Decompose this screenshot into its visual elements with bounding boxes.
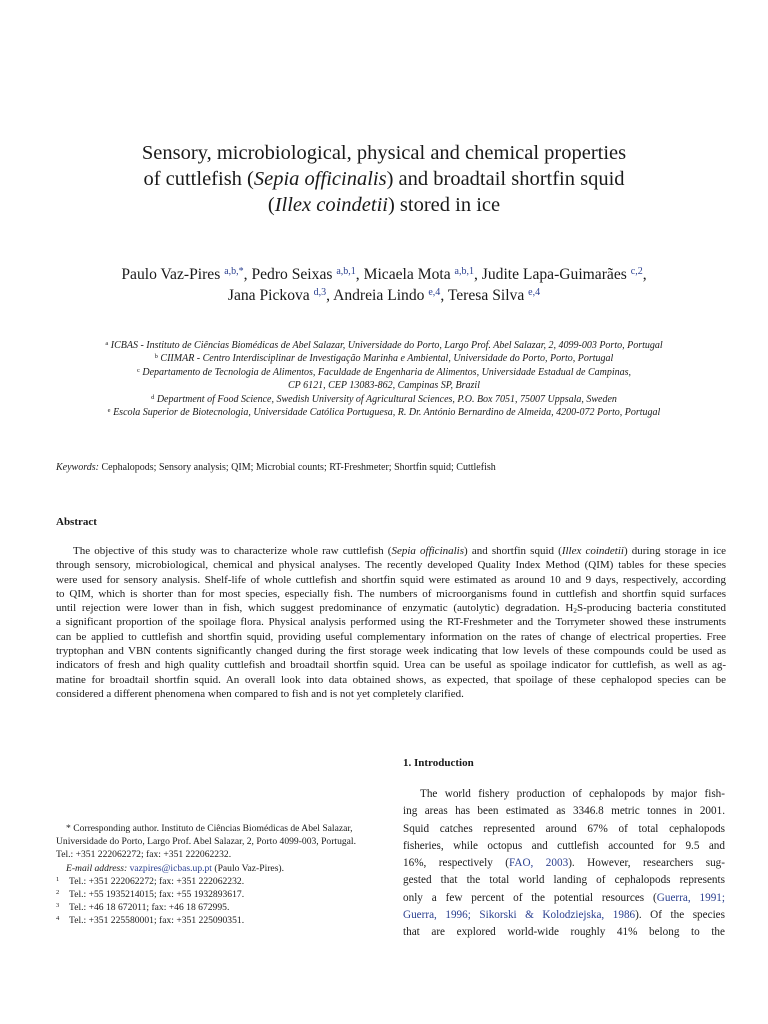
email-label: E-mail address: — [66, 862, 128, 874]
footnote-number: 2 — [56, 889, 60, 897]
keywords-text: Cephalopods; Sensory analysis; QIM; Microbial counts; RT-Freshmeter; Shortfin squid; Cuttlefish — [101, 462, 496, 473]
affiliation-mark: a — [105, 340, 109, 347]
affiliation-item — [54, 379, 714, 392]
title-line: Sensory, microbiological, physical and chemical properties — [141, 142, 627, 164]
author-affiliation-link[interactable]: a,b,1 — [454, 266, 474, 277]
affiliation-mark: e — [107, 407, 111, 415]
subscript: 2 — [573, 606, 578, 616]
species-name: Illex coindetii — [561, 545, 624, 557]
affiliation-item — [54, 406, 714, 419]
body-line: gested that the total world landing of cephalopods represents — [403, 874, 725, 887]
footnote-item: $^3$ Tel.: +46 18 672011; fax: +46 18 672995. — [56, 902, 230, 914]
abstract-line: were used for sensory analysis. Shelf-life of whole cuttlefish and shortfin squid were estimated as around 10 and 9 days, respectively, according — [56, 573, 726, 586]
author-affiliation-link[interactable]: c,2 — [630, 266, 643, 277]
corresponding-author-note: Universidade do Porto, Largo Prof. Abel Salazar, 2, Porto 4099-003, Portugal. — [56, 836, 356, 848]
abstract-line: matine for broadtail shortfin squid. An overall look into data obtained shows, as expected, that spoilage of these cephalopod species can be — [56, 673, 726, 686]
body-line: The world fishery production of cephalopods by major fish- — [420, 788, 725, 800]
abstract-heading: Abstract — [56, 516, 97, 528]
affiliation-mark: d — [151, 393, 155, 401]
footnote-number: 3 — [56, 902, 60, 910]
introduction-body — [403, 786, 725, 942]
footnote-item: $^1$ Tel.: +351 222062272; fax: +351 222062232. — [56, 875, 245, 887]
species-name: Sepia officinalis — [391, 545, 465, 557]
affiliation-item — [54, 393, 714, 406]
author-affiliation-link[interactable]: d,3 — [313, 287, 327, 298]
affiliation-text: Departamento de Tecnologia de Alimentos, Faculdade de Engenharia de Alimentos, Universidade Estadual de Campinas, — [142, 366, 632, 378]
species-name: Illex coindetii — [274, 194, 388, 216]
author-name: Andreia Lindo — [333, 287, 425, 304]
footnote-number: 1 — [56, 875, 60, 883]
title-text: ) and broadtail shortfin squid — [386, 168, 625, 190]
keywords-label: Keywords: — [56, 462, 99, 473]
abstract-line: through sensory, microbiological, chemical and physical analyses. The recently developed Quality Index Method (QIM) tables for these species — [56, 559, 726, 572]
affiliation-mark: b — [154, 353, 158, 361]
corresponding-author-note: * Corresponding author. Instituto de Ciências Biomédicas de Abel Salazar, — [66, 823, 353, 834]
author-list: Paulo Vaz-Pires $^{a,b,*}$, Pedro Seixas $^{a,b,1}$, Micaela Mota $^{a,b,1}$, Judite Lapa-Guimarães $^{c,2}$, Jana Pickova $^{d,3}$, Andreia Lindo $^{e,4}$, Teresa Silva $^{e,4}$ — [121, 266, 647, 304]
affiliation-text: ICBAS - Instituto de Ciências Biomédicas de Abel Salazar, Universidade do Porto, Largo Prof. Abel Salazar, 2, 4099-003 Porto, Portugal — [110, 340, 663, 351]
corresponding-author-note: Tel.: +351 222062272; fax: +351 222062232. — [56, 849, 232, 861]
body-line: Guerra, 1996; Sikorski & Kolodziejska, 1986). Of the species — [403, 909, 725, 922]
affiliation-item — [54, 339, 714, 352]
author-name: Micaela Mota — [363, 266, 451, 283]
footnote-item: $^4$ Tel.: +351 225580001; fax: +351 225090351. — [56, 915, 245, 927]
keywords — [56, 462, 496, 473]
affiliation-text: Department of Food Science, Swedish University of Agricultural Sciences, P.O. Box 7051, 75007 Uppsala, Sweden — [156, 393, 617, 405]
affiliation-list — [54, 339, 714, 419]
citation-link[interactable]: Guerra, 1991; — [656, 891, 725, 904]
body-line: that are explored world-wide roughly 41% belong to the — [403, 926, 725, 939]
affiliation-item — [54, 366, 714, 379]
body-line: fisheries, while octopus and cuttlefish accounted for 9.5 and — [403, 839, 725, 852]
body-line: only a few percent of the potential resources (Guerra, 1991; — [403, 891, 725, 904]
affiliation-mark: c — [136, 366, 140, 374]
author-affiliation-link[interactable]: e,4 — [428, 287, 441, 298]
body-line: ing areas has been estimated as 3346.8 metric tonnes in 2001. — [403, 805, 725, 818]
abstract-line: The objective of this study was to characterize whole raw cuttlefish (Sepia officinalis) and shortfin squid (Illex coindetii) during storage in ice — [73, 545, 726, 557]
author-name: Jana Pickova — [227, 287, 310, 304]
footnote-item: $^2$ Tel.: +55 1935214015; fax: +55 1932893617. — [56, 889, 245, 901]
title-text: ( — [267, 194, 275, 216]
body-line: Squid catches represented around 67% of total cephalopods — [403, 822, 725, 835]
footnote-number: 4 — [56, 915, 60, 923]
title-text: ) stored in ice — [387, 194, 501, 216]
author-name: Judite Lapa-Guimarães — [481, 266, 627, 283]
abstract-line: to QIM, which is shorter than for most species, especially fish. The numbers of microorganisms found in cuttlefish and shortfin squid surfaces — [56, 587, 726, 600]
footnotes — [56, 822, 386, 928]
affiliation-text: Escola Superior de Biotecnologia, Universidade Católica Portuguesa, R. Dr. António Bernardino de Almeida, 4200-072 Porto, Portugal — [113, 407, 661, 419]
abstract-line: tryptophan and VBN contents significantly changed during the first storage week indicating that low levels of these compounds could be used as — [56, 645, 726, 658]
abstract-line: can be applied to cuttlefish and shortfin squid, providing useful complementary information on the rates of change of electrical properties. Free — [56, 630, 726, 643]
abstract-line: a significant proportion of the spoilage flora. Physical analysis performed using the RT-Freshmeter and the Torrymeter showed these instruments — [56, 616, 726, 629]
email-note: E-mail address: vazpires@icbas.up.pt (Paulo Vaz-Pires). — [66, 862, 285, 874]
author-name: Paulo Vaz-Pires — [121, 266, 221, 283]
body-line: 16%, respectively (FAO, 2003). However, researchers sug- — [403, 857, 726, 870]
abstract-line: until rejection were lower than in fish, which suggest predominance of enzymatic (autolytic) degradation. $H_2S$-producing bacteria constituted — [56, 602, 726, 616]
citation-link[interactable]: Guerra, 1996; Sikorski & Kolodziejska, 1986 — [403, 909, 636, 922]
citation-link[interactable]: FAO, 2003 — [509, 857, 569, 870]
email-link[interactable]: vazpires@icbas.up.pt — [129, 862, 212, 874]
author-affiliation-link[interactable]: a,b,1 — [336, 266, 356, 277]
affiliation-text: CIIMAR - Centro Interdisciplinar de Investigação Marinha e Ambiental, Universidade do Porto, Porto, Portugal — [160, 353, 614, 365]
author-affiliation-link[interactable]: e,4 — [528, 287, 541, 298]
author-name: Teresa Silva — [447, 287, 525, 304]
introduction-heading: 1. Introduction — [403, 757, 474, 769]
author-affiliation-link[interactable]: a,b,* — [224, 266, 244, 277]
affiliation-text: CP 6121, CEP 13083-862, Campinas SP, Brazil — [288, 380, 480, 392]
abstract-body — [56, 544, 726, 701]
paper-title — [54, 140, 714, 218]
affiliation-item — [54, 352, 714, 365]
species-name: Sepia officinalis — [253, 168, 387, 190]
title-text: of cuttlefish ( — [143, 168, 254, 190]
abstract-line: considered a different phenomena when compared to fish and is not yet completely clarified. — [56, 687, 464, 700]
author-name: Pedro Seixas — [251, 266, 333, 283]
abstract-line: indicators of fresh and high quality cuttlefish and broadtail shortfin squid. Urea can be useful as spoilage indicator for cuttlefish, as well as ag- — [56, 659, 726, 672]
